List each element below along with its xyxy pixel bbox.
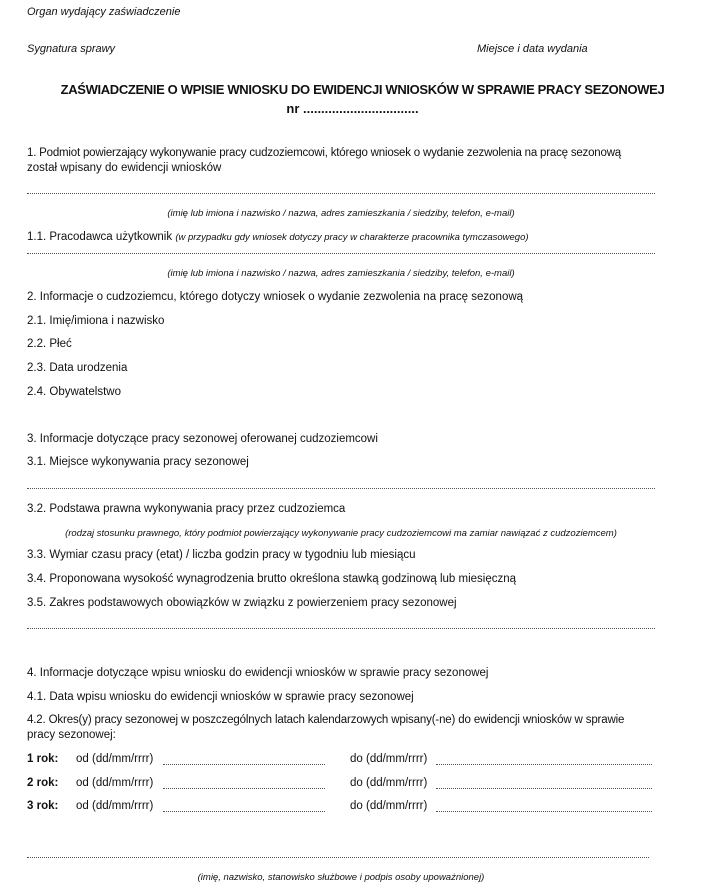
user-employer-note: (w przypadku gdy wniosek dotyczy pracy w charakterze pracownika tymczasowego) [175, 232, 529, 243]
field-birthdate-label: 2.3. Data urodzenia [27, 362, 128, 374]
from-date-label: od (dd/mm/rrrr) [76, 753, 154, 765]
from-date-field[interactable] [163, 788, 325, 789]
legal-basis-hint: (rodzaj stosunku prawnego, który podmiot powierzający wykonywanie pracy cudzoziemcowi ma zamiar nawiązać z cudzoziemcem) [65, 528, 617, 539]
section-1-1-label [27, 231, 529, 243]
user-employer-label: 1.1. Pracodawca użytkownik [27, 231, 173, 243]
field-salary-label: 3.4. Proponowana wysokość wynagrodzenia brutto określona stawką godzinową lub miesięczną [27, 573, 517, 585]
field-legal-basis-label: 3.2. Podstawa prawna wykonywania pracy przez cudzoziemca [27, 503, 346, 515]
from-date-label: od (dd/mm/rrrr) [76, 777, 154, 789]
year-label: 3 rok: [27, 800, 59, 812]
to-date-field[interactable] [436, 764, 652, 765]
from-date-field[interactable] [163, 811, 325, 812]
section-1-heading-cont: został wpisany do ewidencji wniosków [27, 162, 222, 174]
place-date-label: Miejsce i data wydania [477, 43, 588, 55]
from-date-label: od (dd/mm/rrrr) [76, 800, 154, 812]
to-date-label: do (dd/mm/rrrr) [350, 777, 428, 789]
case-number-label: Sygnatura sprawy [27, 43, 116, 55]
signature-hint: (imię, nazwisko, stanowisko służbowe i podpis osoby upoważnionej) [197, 872, 485, 883]
field-workplace-label: 3.1. Miejsce wykonywania pracy sezonowej [27, 456, 249, 468]
user-employer-hint: (imię lub imiona i nazwisko / nazwa, adres zamieszkania / siedziby, telefon, e-mail) [167, 268, 515, 279]
field-line-user-employer[interactable] [27, 253, 655, 254]
section-1-heading: 1. Podmiot powierzający wykonywanie pracy cudzoziemcowi, którego wniosek o wydanie zezwolenia na pracę sezonową [27, 147, 621, 159]
document-title: ZAŚWIADCZENIE O WPISIE WNIOSKU DO EWIDENCJI WNIOSKÓW W SPRAWIE PRACY SEZONOWEJ [60, 82, 665, 97]
field-sex-label: 2.2. Płeć [27, 338, 72, 350]
field-working-time-label: 3.3. Wymiar czasu pracy (etat) / liczba godzin pracy w tygodniu lub miesiącu [27, 549, 416, 561]
issuer-label: Organ wydający zaświadczenie [27, 6, 181, 18]
year-label: 2 rok: [27, 777, 59, 789]
field-name-label: 2.1. Imię/imiona i nazwisko [27, 315, 165, 327]
field-periods-label: 4.2. Okres(y) pracy sezonowej w poszczególnych latach kalendarzowych wpisany(-ne) do ewidencji wniosków w sprawie [27, 714, 625, 726]
signature-line[interactable] [27, 857, 649, 858]
to-date-field[interactable] [436, 811, 652, 812]
field-citizenship-label: 2.4. Obywatelstwo [27, 386, 121, 398]
field-line-workplace[interactable] [27, 488, 655, 489]
from-date-field[interactable] [163, 764, 325, 765]
field-entry-date-label: 4.1. Data wpisu wniosku do ewidencji wniosków w sprawie pracy sezonowej [27, 691, 414, 703]
year-label: 1 rok: [27, 753, 59, 765]
employer-hint: (imię lub imiona i nazwisko / nazwa, adres zamieszkania / siedziby, telefon, e-mail) [167, 208, 515, 219]
section-4-heading: 4. Informacje dotyczące wpisu wniosku do ewidencji wniosków w sprawie pracy sezonowej [27, 667, 489, 679]
field-duties-label: 3.5. Zakres podstawowych obowiązków w związku z powierzeniem pracy sezonowej [27, 597, 457, 609]
to-date-label: do (dd/mm/rrrr) [350, 800, 428, 812]
to-date-label: do (dd/mm/rrrr) [350, 753, 428, 765]
field-periods-label-cont: pracy sezonowej: [27, 729, 116, 741]
field-line-employer[interactable] [27, 193, 655, 194]
document-number: nr ................................ [286, 101, 419, 116]
to-date-field[interactable] [436, 788, 652, 789]
section-3-heading: 3. Informacje dotyczące pracy sezonowej oferowanej cudzoziemcowi [27, 433, 378, 445]
field-line-duties[interactable] [27, 628, 655, 629]
section-2-heading: 2. Informacje o cudzoziemcu, którego dotyczy wniosek o wydanie zezwolenia na pracę sezonową [27, 291, 524, 303]
